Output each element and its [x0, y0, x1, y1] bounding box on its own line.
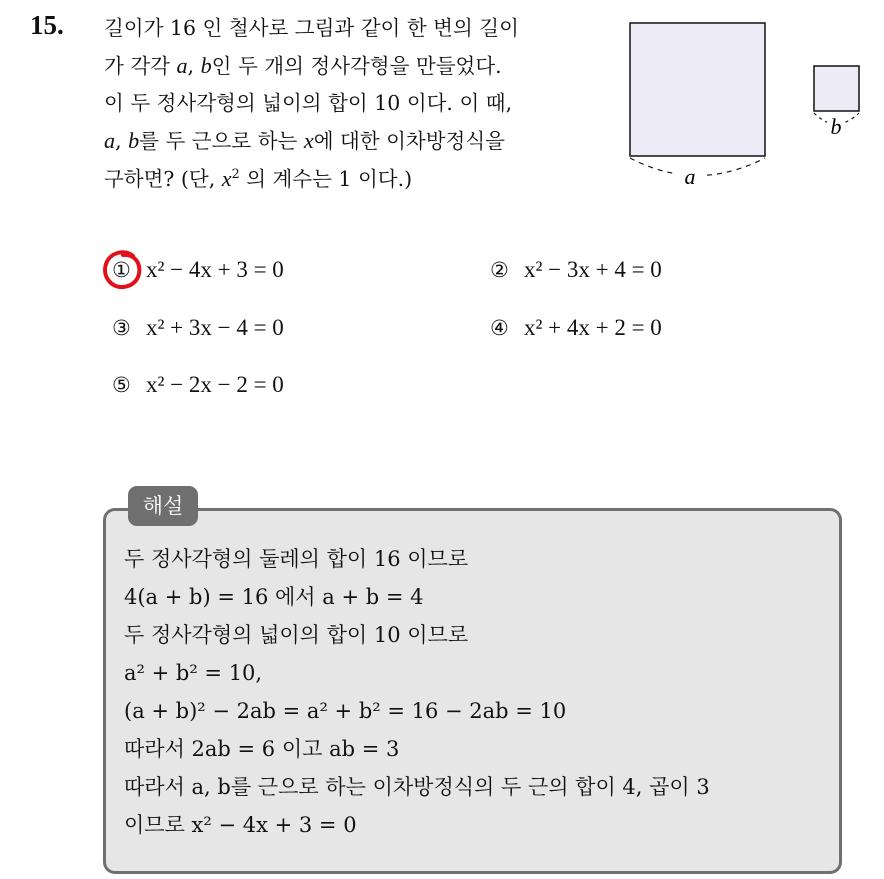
- text-fragment: 구하면? (단,: [104, 167, 222, 191]
- explanation-line: 이므로 x² − 4x + 3 = 0: [124, 813, 357, 837]
- explanation-line: 4(a + b) = 16 에서 a + b = 4: [124, 585, 424, 609]
- text-fragment: ,: [115, 129, 129, 153]
- question-text: [104, 10, 624, 198]
- question-line-3: 이 두 정사각형의 넓이의 합이 10 이다. 이 때,: [104, 91, 513, 115]
- text-fragment: ,: [187, 54, 201, 78]
- exponent: 2: [231, 166, 240, 182]
- question-line-1: 길이가 16 인 철사로 그림과 같이 한 변의 길이: [104, 16, 519, 40]
- var-a: a: [176, 53, 188, 78]
- choice-mark: ⑤: [112, 373, 131, 397]
- label-a: a: [684, 164, 696, 189]
- choice-equation: x² + 3x − 4 = 0: [146, 315, 284, 340]
- explanation-line: 따라서 2ab = 6 이고 ab = 3: [124, 737, 400, 761]
- var-b: b: [128, 128, 140, 153]
- label-b: b: [830, 114, 842, 139]
- choice-mark: ④: [490, 316, 509, 340]
- choice-3[interactable]: [112, 315, 284, 341]
- explanation-content: [124, 540, 710, 844]
- explanation-line: 두 정사각형의 둘레의 합이 16 이므로: [124, 547, 469, 571]
- text-fragment: 인 두 개의 정사각형을 만들었다.: [211, 54, 502, 78]
- question-line-2: [104, 47, 624, 85]
- small-square: [814, 66, 859, 111]
- explanation-line: (a + b)² − 2ab = a² + b² = 16 − 2ab = 10: [124, 699, 567, 723]
- choice-mark: ②: [490, 258, 509, 282]
- var-x: x: [303, 128, 314, 153]
- var-a: a: [104, 128, 116, 153]
- var-b: b: [200, 53, 212, 78]
- question-number: 15.: [30, 10, 64, 40]
- choice-equation: x² + 4x + 2 = 0: [524, 315, 662, 340]
- choice-equation: x² − 2x − 2 = 0: [146, 372, 284, 397]
- choice-equation: x² − 4x + 3 = 0: [146, 257, 284, 282]
- choice-mark: ①: [112, 258, 131, 282]
- squares-figure: [625, 18, 875, 193]
- explanation-line: 따라서 a, b를 근으로 하는 이차방정식의 두 근의 합이 4, 곱이 3: [124, 775, 710, 799]
- explanation-line: a² + b² = 10,: [124, 661, 263, 685]
- large-square: [630, 23, 765, 156]
- choice-equation: x² − 3x + 4 = 0: [524, 257, 662, 282]
- explanation-tag: 해설: [128, 486, 198, 526]
- text-fragment: 를 두 근으로 하는: [139, 129, 304, 153]
- question-line-5: [104, 160, 624, 198]
- choice-mark: ③: [112, 316, 131, 340]
- choice-5[interactable]: [112, 372, 284, 398]
- choice-2[interactable]: [490, 257, 662, 283]
- var-x: x: [221, 166, 232, 191]
- choice-4[interactable]: [490, 315, 662, 341]
- text-fragment: 의 계수는 1 이다.): [239, 167, 413, 191]
- text-fragment: 가 각각: [104, 54, 177, 78]
- question-line-4: [104, 122, 624, 160]
- choice-1[interactable]: [112, 257, 284, 283]
- text-fragment: 에 대한 이차방정식을: [313, 129, 505, 153]
- explanation-line: 두 정사각형의 넓이의 합이 10 이므로: [124, 623, 469, 647]
